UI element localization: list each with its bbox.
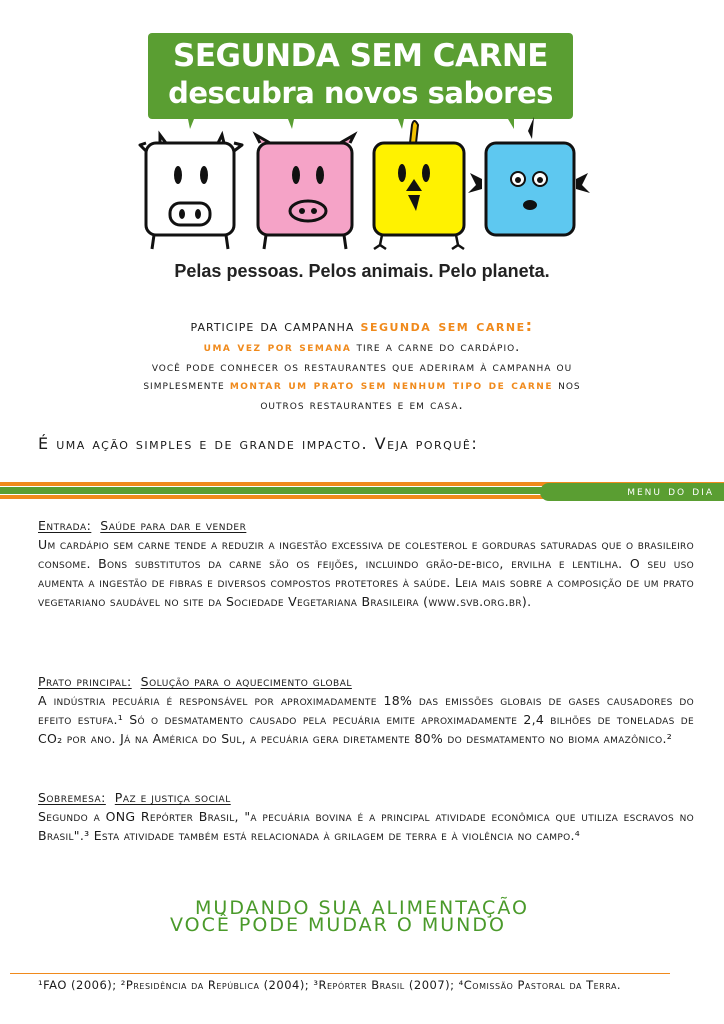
intro-line-4 [20,378,704,393]
cow-icon [140,135,242,249]
section-body: A indústria pecuária é responsável por aproximadamente 18% das emissões globais de gases causadores do efeito estufa.¹ Só o desmatamento causado pela pecuária emite aproximadamente 2,4 bilhões de toneladas de CO₂ por ano. Já na América do Sul, a pecuária gera diretamente 80% do desmatamento no bioma amazônico.² [38,693,694,746]
intro-line-2 [20,340,704,355]
impact-heading: É uma ação simples e de grande impacto. Veja porquê: [38,434,479,453]
section-subtitle: Saúde para dar e vender [100,518,247,533]
section-subtitle: Solução para o aquecimento global [140,674,352,689]
menu-label: menu do dia [627,484,714,499]
campaign-name-highlight: segunda sem carne: [360,316,534,335]
slogan-line-2: VOCÊ PODE MUDAR O MUNDO [170,914,506,936]
section-title [38,672,694,691]
intro-line-1 [20,316,704,335]
section-entrada [38,516,694,611]
section-subtitle: Paz e justiça social [114,790,231,805]
tagline: Pelas pessoas. Pelos animais. Pelo planeta. [174,261,550,281]
section-title [38,788,694,807]
section-prato-principal [38,672,694,748]
fish-icon [468,117,590,235]
section-label: Prato principal: [38,674,132,689]
intro-line-3: você pode conhecer os restaurantes que aderiram à campanha ou [151,360,573,375]
chicken-icon [374,121,464,249]
footnotes: ¹FAO (2006); ²Presidência da República (2004); ³Repórter Brasil (2007); ⁴Comissão Pastoral da Terra. [38,978,622,992]
intro-line-5: outros restaurantes e em casa. [260,398,464,413]
campaign-title: SEGUNDA SEM CARNE [173,38,548,74]
frequency-highlight: uma vez por semana [203,340,352,355]
slogan-line-1: MUDANDO SUA ALIMENTAÇÃO [195,897,529,919]
section-body: Segundo a ONG Repórter Brasil, "a pecuária bovina é a principal atividade econômica que utiliza escravos no Brasil".³ Esta atividade também está relacionada à grilagem de terra e à violência no campo.⁴ [38,809,694,843]
pig-icon [256,135,354,249]
intro-text: simplesmente [143,378,230,393]
intro-text: tire a carne do cardápio. [351,340,521,355]
intro-text: participe da campanha [190,316,361,335]
section-label: Entrada: [38,518,92,533]
section-body: Um cardápio sem carne tende a reduzir a ingestão excessiva de colesterol e gorduras saturadas que o brasileiro consome. Bons substitutos da carne são os feijões, incluindo grão-de-bico, ervilha e lentilha. O seu uso aumenta a ingestão de fibras e diversos compostos protetores à saúde. Leia mais sobre a composição de um prato vegetariano saudável no site da Sociedade Vegetariana Brasileira (www.svb.org.br). [38,537,694,609]
campaign-subtitle: descubra novos sabores [168,76,553,110]
section-label: Sobremesa: [38,790,106,805]
meat-free-plate-highlight: montar um prato sem nenhum tipo de carne [229,378,553,393]
footnote-divider [10,973,670,974]
intro-text: nos [552,378,581,393]
animals-illustration [130,115,600,255]
section-sobremesa [38,788,694,845]
section-title [38,516,694,535]
